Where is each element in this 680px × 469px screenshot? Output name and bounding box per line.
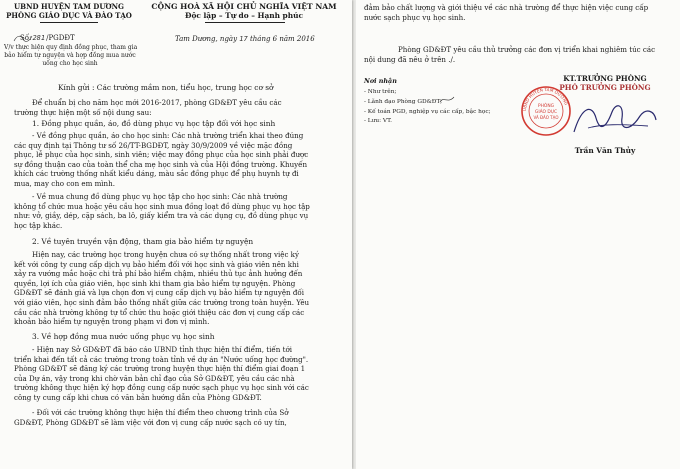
paragraph-line: Hiện nay, các trường học trong huyện chưa có sự thống nhất trong việc ký (32, 250, 299, 259)
paragraph-line: với giáo viên, học sinh đảm bảo thống nhất giữa các trường trong toàn huyện. Yêu (14, 297, 310, 307)
recipient-item: - Kế toán PGD, nghiệp vụ các cấp, bậc học; (364, 108, 491, 115)
section-2-heading: 2. Về tuyên truyền vận động, tham gia bảo hiểm tự nguyện (32, 237, 254, 246)
date-place: Tam Dương, ngày (175, 35, 238, 43)
recipient-item: - Như trên; (364, 89, 397, 95)
paragraph-line: - Về mua chung đồ dùng phục vụ học tập cho học sinh: Các nhà trường (32, 192, 288, 201)
seal-center-text3: VÀ ĐÀO TẠO (533, 115, 559, 120)
signer-name: Trần Văn Thủy (574, 146, 636, 155)
paragraph-line: nội dung đã nêu ở trên ./. (364, 54, 456, 64)
document-number-handwritten: 281 (32, 34, 46, 42)
paragraph-line: GD&ĐT, Phòng GD&ĐT sẽ làm việc với đơn vị cung cấp nước sạch có uy tín, (14, 417, 287, 427)
agency-name: UBND HUYỆN TAM DƯƠNG (14, 2, 124, 11)
section-3-paragraph-1 (14, 345, 340, 403)
section-1-paragraph-1 (14, 131, 340, 189)
recipients-list (364, 88, 491, 127)
paragraph-line: đảm bảo chất lượng và giới thiệu về các nhà trường để thực hiện việc cung cấp (364, 3, 649, 12)
paragraph-line: Phòng GD&ĐT yêu cầu thủ trưởng các đơn vị triển khai nghiêm túc các (398, 45, 656, 54)
paragraph-line: công ty cung cấp khi chưa có văn bản hướng dẫn của Phòng GD&ĐT. (14, 392, 262, 402)
department-name: PHÒNG GIÁO DỤC VÀ ĐÀO TẠO (6, 11, 132, 20)
paragraph-line: xảy ra vướng mắc hoặc chi trả phí bảo hiểm chậm, nhiều thủ tục ảnh hưởng đến (14, 269, 303, 279)
document-page-right (356, 0, 680, 469)
intro-line: trường thực hiện một số nội dung sau: (14, 107, 152, 117)
header-underline-left (40, 22, 98, 23)
signature-icon (570, 98, 660, 142)
paragraph-line: trường không thực hiện ký hợp đồng cung cấp nước sạch phục vụ học sinh với các (14, 383, 309, 393)
section-3-paragraph-2 (14, 408, 340, 427)
paragraph-line: - Hiện nay Sở GD&ĐT đã báo cáo UBND tỉnh thực hiện thí điểm, tiến tới (32, 345, 292, 354)
paragraph-line: triển khai đến tất cả các trường trong toàn tỉnh về dự án "Nước uống học đường". (14, 354, 309, 364)
closing-paragraph (364, 45, 676, 64)
recipient-line: Kính gửi : Các trường mầm non, tiểu học, trung học cơ sở (58, 83, 274, 92)
paragraph-line: khích các trường thống nhất kiểu dáng, màu sắc đồng phục để phụ huynh tự đi (14, 169, 299, 179)
paragraph-line: - Về đồng phục quần, áo cho học sinh: Các nhà trường triển khai theo đúng (32, 131, 304, 140)
date-day-handwritten: 17 (239, 35, 248, 43)
paragraph-line: sự đồng thuận cao của toàn thể cha mẹ học sinh và của Hội đồng trường. Khuyến (14, 159, 308, 169)
document-subject-line2: bảo hiểm tự nguyện và hợp đồng mua nước (4, 52, 136, 59)
seal-center-text1: PHÒNG (537, 104, 555, 109)
document-subject-line3: uống cho học sinh (42, 60, 98, 67)
paragraph-line: nước sạch phục vụ học sinh. (364, 12, 466, 22)
handwritten-number-mark (13, 33, 33, 43)
section-1-heading: 1. Đồng phục quần, áo, đồ dùng phục vụ học tập đối với học sinh (32, 119, 276, 128)
seal-center-text2: GIÁO DỤC (534, 110, 558, 115)
paragraph-line: khoản bảo hiểm tự nguyện trong phạm vi đơn vị mình. (14, 317, 210, 327)
handwritten-note-mark (439, 95, 455, 105)
paragraph-line: Phòng GD&ĐT sẽ đăng ký các trường trong huyện thực hiện thí điểm giai đoạn 1 (14, 364, 306, 374)
continuation-paragraph (364, 3, 676, 22)
section-1-paragraph-2 (14, 192, 340, 230)
intro-line: Để chuẩn bị cho năm học mới 2016-2017, phòng GD&ĐT yêu cầu các (32, 98, 282, 107)
paragraph-line: như: vở, giầy, dép, cặp sách, ba lô, giấy kiểm tra và các dụng cụ, đồ dùng phục vụ (14, 211, 309, 221)
paragraph-line: học tập khác. (14, 220, 63, 230)
signer-title-line1: KT.TRƯỞNG PHÒNG (563, 74, 647, 83)
paragraph-line: mua, may cho con em mình. (14, 178, 115, 188)
signer-title-line2: PHÓ TRƯỞNG PHÒNG (559, 83, 651, 92)
paragraph-line: cầu các nhà trường không tự tổ chức thu hoặc giới thiệu các đơn vị cung cấp các (14, 307, 305, 317)
nation-title: CỘNG HOÀ XÃ HỘI CHỦ NGHĨA VIỆT NAM (151, 2, 337, 11)
paragraph-line: phục, lễ phục của học sinh, sinh viên; việc may đồng phục của học sinh phải được (14, 150, 309, 160)
paragraph-line: không tổ chức mua hoặc yêu cầu học sinh mua đồng loạt đồ dùng phục vụ học tập (14, 201, 310, 211)
document-number-suffix: /PGDĐT (46, 34, 75, 42)
official-seal-icon (520, 85, 572, 137)
header-underline-right (205, 22, 285, 23)
seal-ring-text: UBND HUYỆN TAM DƯƠNG (521, 86, 569, 112)
section-3-heading: 3. Về hợp đồng mua nước uống phục vụ học sinh (32, 332, 215, 341)
intro-paragraph (14, 98, 340, 117)
paragraph-line: kết với công ty cung cấp dịch vụ bảo hiểm đối với học sinh và giáo viên nên khi (14, 259, 299, 269)
paragraph-line: - Đối với các trường không thực hiện thí điểm theo chương trình của Sở (32, 408, 289, 417)
date-rest: tháng 6 năm 2016 (249, 35, 315, 43)
nation-motto: Độc lập – Tự do – Hạnh phúc (185, 11, 303, 20)
paragraph-line: GD&ĐT sẽ đánh giá và lựa chọn đơn vị cung cấp dịch vụ bảo hiểm tự nguyện đối (14, 288, 305, 298)
recipient-item: - Lãnh đạo Phòng GD&ĐT; (364, 98, 443, 105)
recipients-title: Nơi nhận (364, 77, 397, 85)
paragraph-line: của Dự án, vậy trong khi chờ văn bản chỉ đạo của Sở GD&ĐT, yêu cầu các nhà (14, 373, 295, 383)
document-subject-line1: V/v thực hiện quy định đồng phục, tham gia (4, 44, 138, 51)
recipient-item: - Lưu: VT. (364, 118, 392, 125)
document-date (175, 36, 315, 44)
section-2-paragraph (14, 250, 340, 327)
paragraph-line: các quy định tại Thông tư số 26/TT-BGDĐT, ngày 30/9/2009 về việc mặc đồng (14, 140, 293, 150)
paragraph-line: quyền, lợi ích của giáo viên, học sinh khi tham gia bảo hiểm tự nguyện. Phòng (14, 278, 296, 288)
document-number-label: Số: (20, 34, 32, 42)
